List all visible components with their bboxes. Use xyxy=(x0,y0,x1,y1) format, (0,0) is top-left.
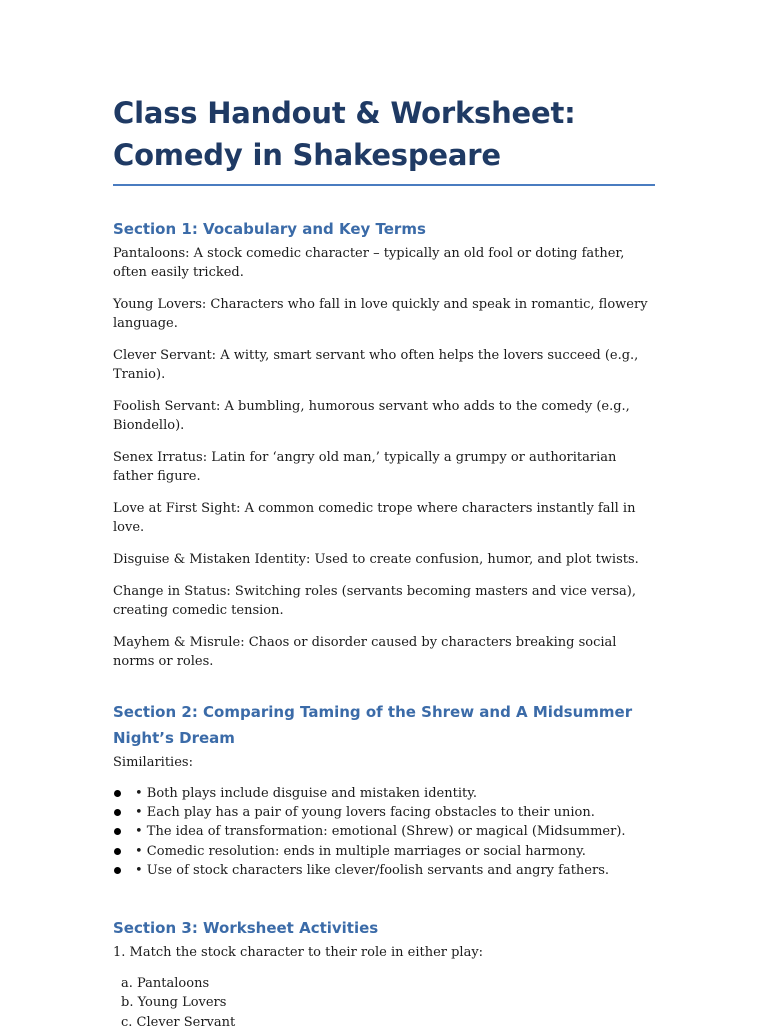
list-item: • Comedic resolution: ends in multiple marriages or social harmony. xyxy=(113,842,656,861)
option-b: b. Young Lovers xyxy=(121,995,227,1011)
activity-1-prompt: 1. Match the stock character to their role in either play: xyxy=(113,945,484,961)
page-title: Class Handout & Worksheet: Comedy in Shakespeare xyxy=(113,96,576,172)
list-item: • The idea of transformation: emotional (Shrew) or magical (Midsummer). xyxy=(113,822,656,841)
term-mayhem-misrule: Mayhem & Misrule: Chaos or disorder caused by characters breaking social norms or roles. xyxy=(113,635,617,669)
similarities-label: Similarities: xyxy=(113,755,193,770)
term-foolish-servant: Foolish Servant: A bumbling, humorous servant who adds to the comedy (e.g., Biondello). xyxy=(113,399,630,433)
term-young-lovers: Young Lovers: Characters who fall in love quickly and speak in romantic, flowery language. xyxy=(113,297,648,331)
term-disguise: Disguise & Mistaken Identity: Used to create confusion, humor, and plot twists. xyxy=(113,552,639,567)
title-divider xyxy=(113,184,655,186)
list-item: • Both plays include disguise and mistaken identity. xyxy=(113,784,656,803)
bullet-icon xyxy=(114,809,121,816)
bullet-icon xyxy=(114,828,121,835)
bullet-icon xyxy=(114,867,121,874)
vocabulary-list xyxy=(113,244,656,671)
option-a: a. Pantaloons xyxy=(121,976,210,992)
section-2-heading: Section 2: Comparing Taming of the Shrew and A Midsummer Night’s Dream xyxy=(113,703,633,747)
similarities-list xyxy=(113,784,656,880)
term-pantaloons: Pantaloons: A stock comedic character – typically an old fool or doting father, often easily tricked. xyxy=(113,246,625,280)
list-item: • Use of stock characters like clever/foolish servants and angry fathers. xyxy=(113,861,656,880)
term-clever-servant: Clever Servant: A witty, smart servant who often helps the lovers succeed (e.g., Tranio). xyxy=(113,348,639,382)
term-love-at-first-sight: Love at First Sight: A common comedic trope where characters instantly fall in love. xyxy=(113,501,636,535)
term-senex-irratus: Senex Irratus: Latin for ‘angry old man,’ typically a grumpy or authoritarian father figure. xyxy=(113,450,617,484)
list-item: • Each play has a pair of young lovers facing obstacles to their union. xyxy=(113,803,656,822)
bullet-icon xyxy=(114,790,121,797)
term-change-in-status: Change in Status: Switching roles (servants becoming masters and vice versa), creating comedic tension. xyxy=(113,584,636,618)
section-1-heading: Section 1: Vocabulary and Key Terms xyxy=(113,220,426,238)
option-c: c. Clever Servant xyxy=(121,1014,236,1030)
bullet-icon xyxy=(114,848,121,855)
activity-1-options xyxy=(113,974,656,1032)
section-3-heading: Section 3: Worksheet Activities xyxy=(113,919,379,938)
